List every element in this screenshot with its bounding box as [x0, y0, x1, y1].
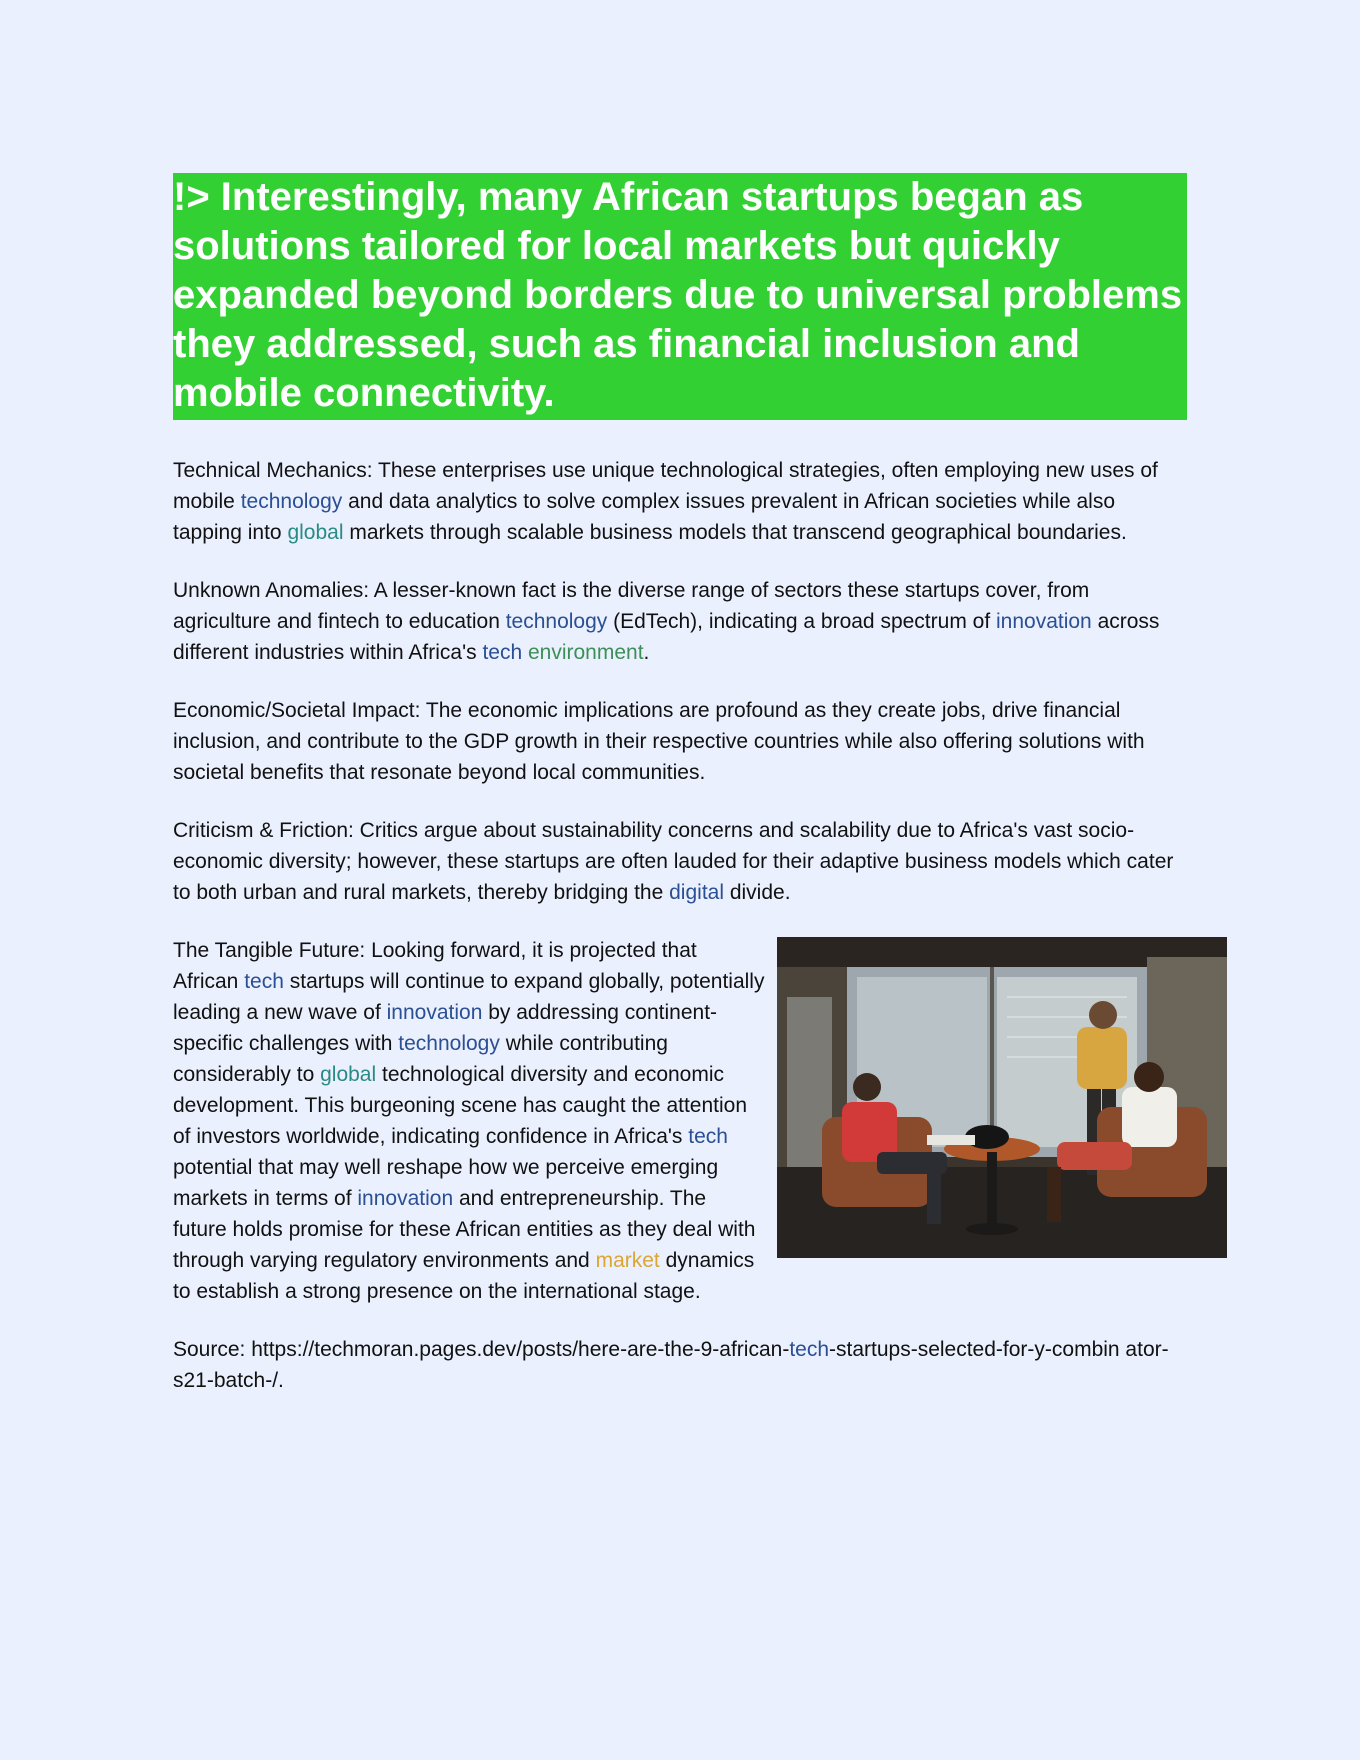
text-run: . — [643, 641, 650, 664]
text-run: by addressing continent-specific challenges with — [173, 1001, 718, 1055]
paragraph-criticism-friction — [173, 815, 1187, 908]
keyword-tech: tech — [482, 641, 523, 664]
text-run: Unknown Anomalies: A lesser-known fact is the diverse range of sectors these startups cover, from agriculture and fintech to education — [173, 579, 1090, 633]
paragraph-economic-impact — [173, 695, 1187, 788]
text-run: and data analytics to solve complex issues prevalent in African societies while also tapping into — [173, 490, 1116, 544]
paragraph-tangible-future — [173, 935, 1187, 1307]
office-meeting-photo — [777, 937, 1227, 1258]
keyword-technology: technology — [240, 490, 343, 513]
keyword-innovation: innovation — [996, 610, 1092, 633]
paragraph-unknown-anomalies — [173, 575, 1187, 668]
keyword-digital: digital — [669, 881, 724, 904]
text-run: (EdTech), indicating a broad spectrum of — [607, 610, 996, 633]
text-run: dynamics to establish a strong presence on the international stage. — [173, 1249, 755, 1303]
text-run: markets through scalable business models that transcend geographical boundaries. — [343, 521, 1127, 544]
text-run: Technical Mechanics: These enterprises use unique technological strategies, often employing new uses of mobile — [173, 459, 1158, 513]
keyword-global: global — [320, 1063, 377, 1086]
keyword-tech: tech — [688, 1125, 728, 1148]
text-run: Criticism & Friction: Critics argue about sustainability concerns and scalability due to Africa's vast socio-economic diversity; however, these startups are often lauded for their adaptive business models which cater to both urban and rural markets, thereby bridging the — [173, 819, 1174, 904]
text-run: and entrepreneurship. The future holds promise for these African entities as they deal with through varying regulatory environments and — [173, 1187, 756, 1272]
article-body — [173, 455, 1187, 1423]
keyword-market: market — [595, 1249, 660, 1272]
highlight-banner: !> Interestingly, many African startups began as solutions tailored for local markets but quickly expanded beyond borders due to universal problems they addressed, such as financial inclusion and mobile connectivity. — [173, 173, 1187, 420]
keyword-tech: tech — [244, 970, 284, 993]
text-run: Economic/Societal Impact: The economic implications are profound as they create jobs, drive financial inclusion, and contribute to the GDP growth in their respective countries while also offering solutions with societal benefits that resonate beyond local communities. — [173, 699, 1145, 784]
text-run: Source: https://techmoran.pages.dev/posts/here-are-the-9-african- — [173, 1338, 790, 1361]
keyword-global: global — [287, 521, 344, 544]
text-run: -startups-selected-for-y-combin ator-s21-batch-/. — [173, 1338, 1169, 1392]
text-run: divide. — [724, 881, 791, 904]
paragraph-technical-mechanics — [173, 455, 1187, 548]
text-run: The Tangible Future: Looking forward, it is projected that African — [173, 939, 697, 993]
keyword-tech: tech — [789, 1338, 830, 1361]
keyword-environment: environment — [527, 641, 644, 664]
keyword-technology: technology — [398, 1032, 500, 1055]
keyword-innovation: innovation — [357, 1187, 454, 1210]
keyword-innovation: innovation — [386, 1001, 483, 1024]
text-run: potential that may well reshape how we perceive emerging markets in terms of — [173, 1156, 719, 1210]
text-run: technological diversity and economic development. This burgeoning scene has caught the attention of investors worldwide, indicating confidence in Africa's — [173, 1063, 748, 1148]
text-run: across different industries within Africa's — [173, 610, 1160, 664]
text-run: startups will continue to expand globally, potentially leading a new wave of — [173, 970, 765, 1024]
text-run: while contributing considerably to — [173, 1032, 668, 1086]
paragraph-source — [173, 1334, 1187, 1396]
keyword-technology: technology — [505, 610, 608, 633]
